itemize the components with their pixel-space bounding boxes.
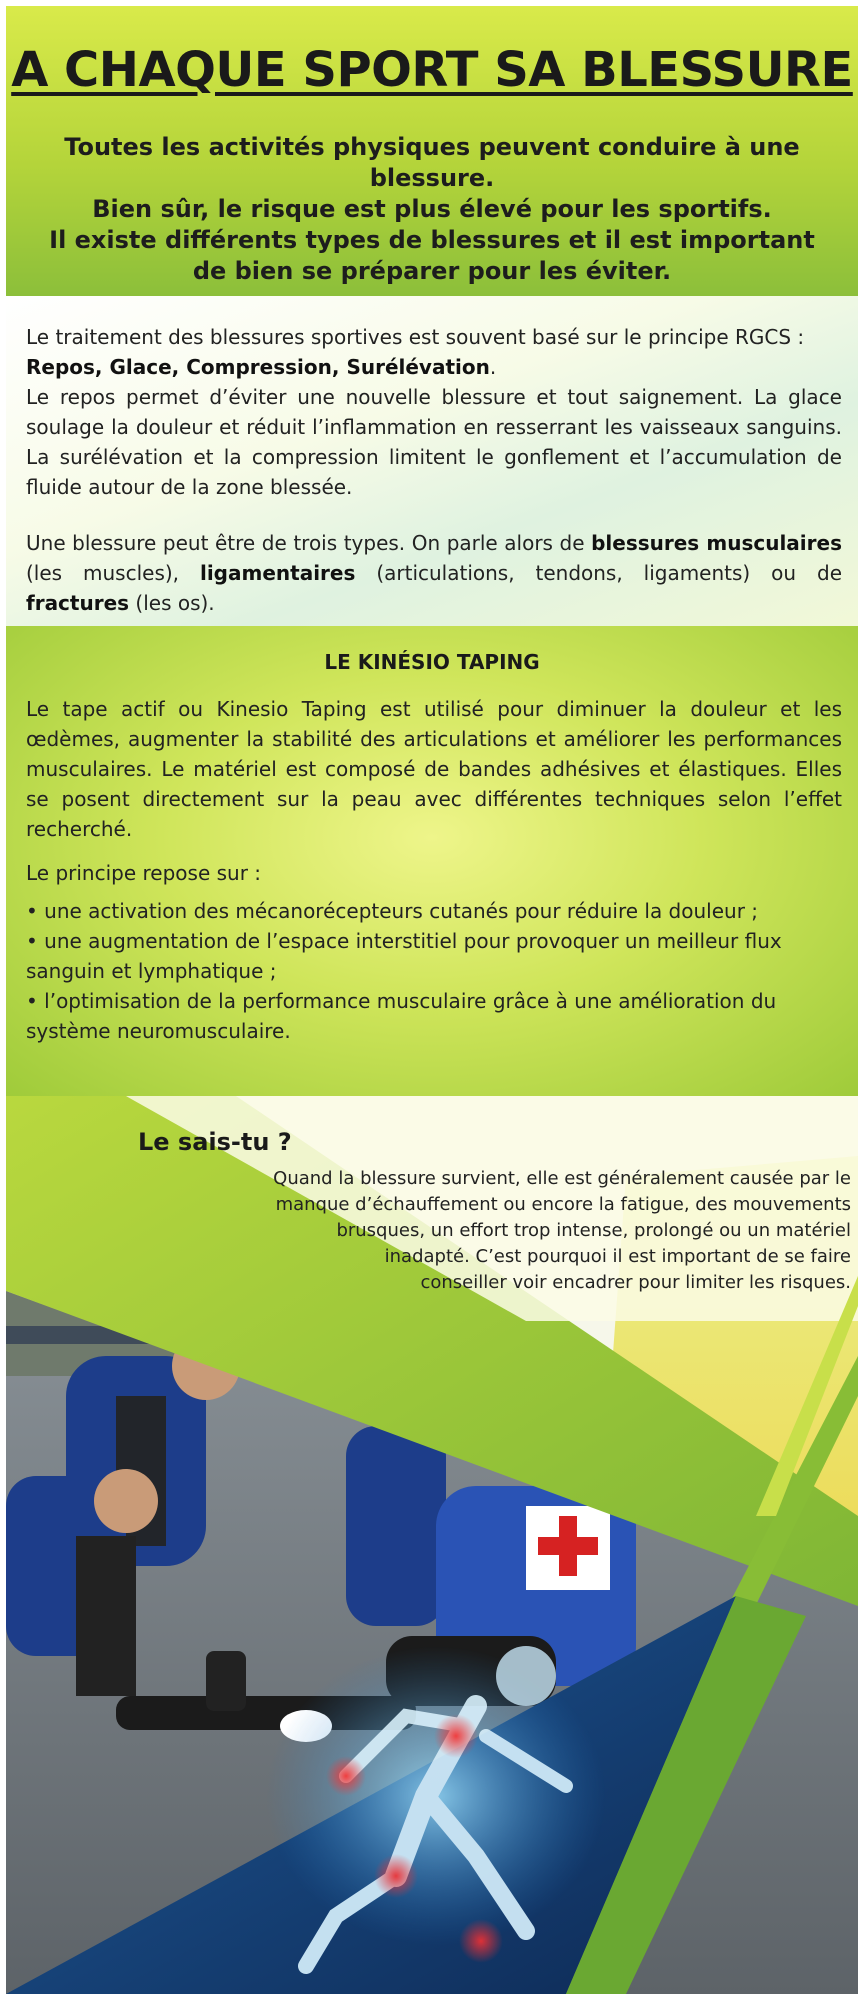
rgcs-paragraph	[26, 322, 842, 502]
list-item: • une augmentation de l’espace interstitiel pour provoquer un meilleur flux sanguin et lymphatique ;	[26, 929, 782, 983]
list-item: • l’optimisation de la performance musculaire grâce à une amélioration du système neuromusculaire.	[26, 989, 777, 1043]
kinesio-paragraph: Le tape actif ou Kinesio Taping est utilisé pour diminuer la douleur et les œdèmes, augmenter la stabilité des articulations et améliorer les performances musculaires. Le matériel est composé de bandes adhésives et élastiques. Elles se posent directement sur la peau avec différentes techniques selon l’effet recherché.	[26, 697, 842, 841]
type-muscular: blessures musculaires	[591, 531, 842, 555]
sais-tu-line: brusques, un effort trop intense, prolongé ou un matériel	[336, 1220, 851, 1241]
header-banner	[6, 6, 858, 296]
subtitle	[16, 132, 848, 287]
sais-tu-line: Quand la blessure survient, elle est généralement causée par le	[273, 1168, 851, 1189]
types-intro: Une blessure peut être de trois types. On parle alors de	[26, 531, 592, 555]
kinesio-body	[26, 694, 842, 902]
type-fracture-desc: (les os).	[129, 591, 215, 615]
sais-tu-title: Le sais-tu ?	[138, 1128, 292, 1156]
treatment-section	[6, 296, 858, 626]
type-ligament: ligamentaires	[199, 561, 356, 585]
subtitle-line: Bien sûr, le risque est plus élevé pour les sportifs.	[92, 195, 772, 223]
type-muscular-desc: (les muscles),	[26, 561, 200, 585]
injury-types-paragraph	[26, 528, 842, 618]
type-fracture: fractures	[26, 591, 130, 615]
rgcs-explanation: Le repos permet d’éviter une nouvelle blessure et tout saignement. La glace soulage la douleur et réduit l’inflammation en resserrant les vaisseaux sanguins. La surélévation et la compression limitent le gonflement et l’accumulation de fluide autour de la zone blessée.	[26, 385, 842, 499]
sais-tu-line: manque d’échauffement ou encore la fatigue, des mouvements	[275, 1194, 851, 1215]
page-title: A CHAQUE SPORT SA BLESSURE	[11, 42, 853, 98]
subtitle-line: Il existe différents types de blessures et il est important	[49, 226, 815, 254]
rgcs-intro: Le traitement des blessures sportives est souvent basé sur le principe RGCS :	[26, 325, 805, 349]
kinesio-bullets	[26, 896, 842, 1046]
subtitle-line: de bien se préparer pour les éviter.	[192, 257, 672, 285]
subtitle-line: Toutes les activités physiques peuvent conduire à une blessure.	[64, 133, 800, 192]
kinesio-section	[6, 626, 858, 1096]
sais-tu-text	[156, 1166, 851, 1296]
kinesio-principle-intro: Le principe repose sur :	[26, 861, 262, 885]
sais-tu-line: inadapté. C’est pourquoi il est important de se faire	[384, 1246, 851, 1267]
rgcs-end: .	[489, 355, 497, 379]
type-ligament-desc: (articulations, tendons, ligaments) ou de	[355, 561, 842, 585]
rgcs-principle: Repos, Glace, Compression, Surélévation	[26, 355, 490, 379]
list-item: • une activation des mécanorécepteurs cutanés pour réduire la douleur ;	[26, 899, 759, 923]
poster	[6, 6, 858, 1994]
lower-section	[6, 1096, 858, 1994]
kinesio-title: LE KINÉSIO TAPING	[324, 650, 540, 674]
sais-tu-line: conseiller voir encadrer pour limiter les risques.	[420, 1272, 851, 1293]
